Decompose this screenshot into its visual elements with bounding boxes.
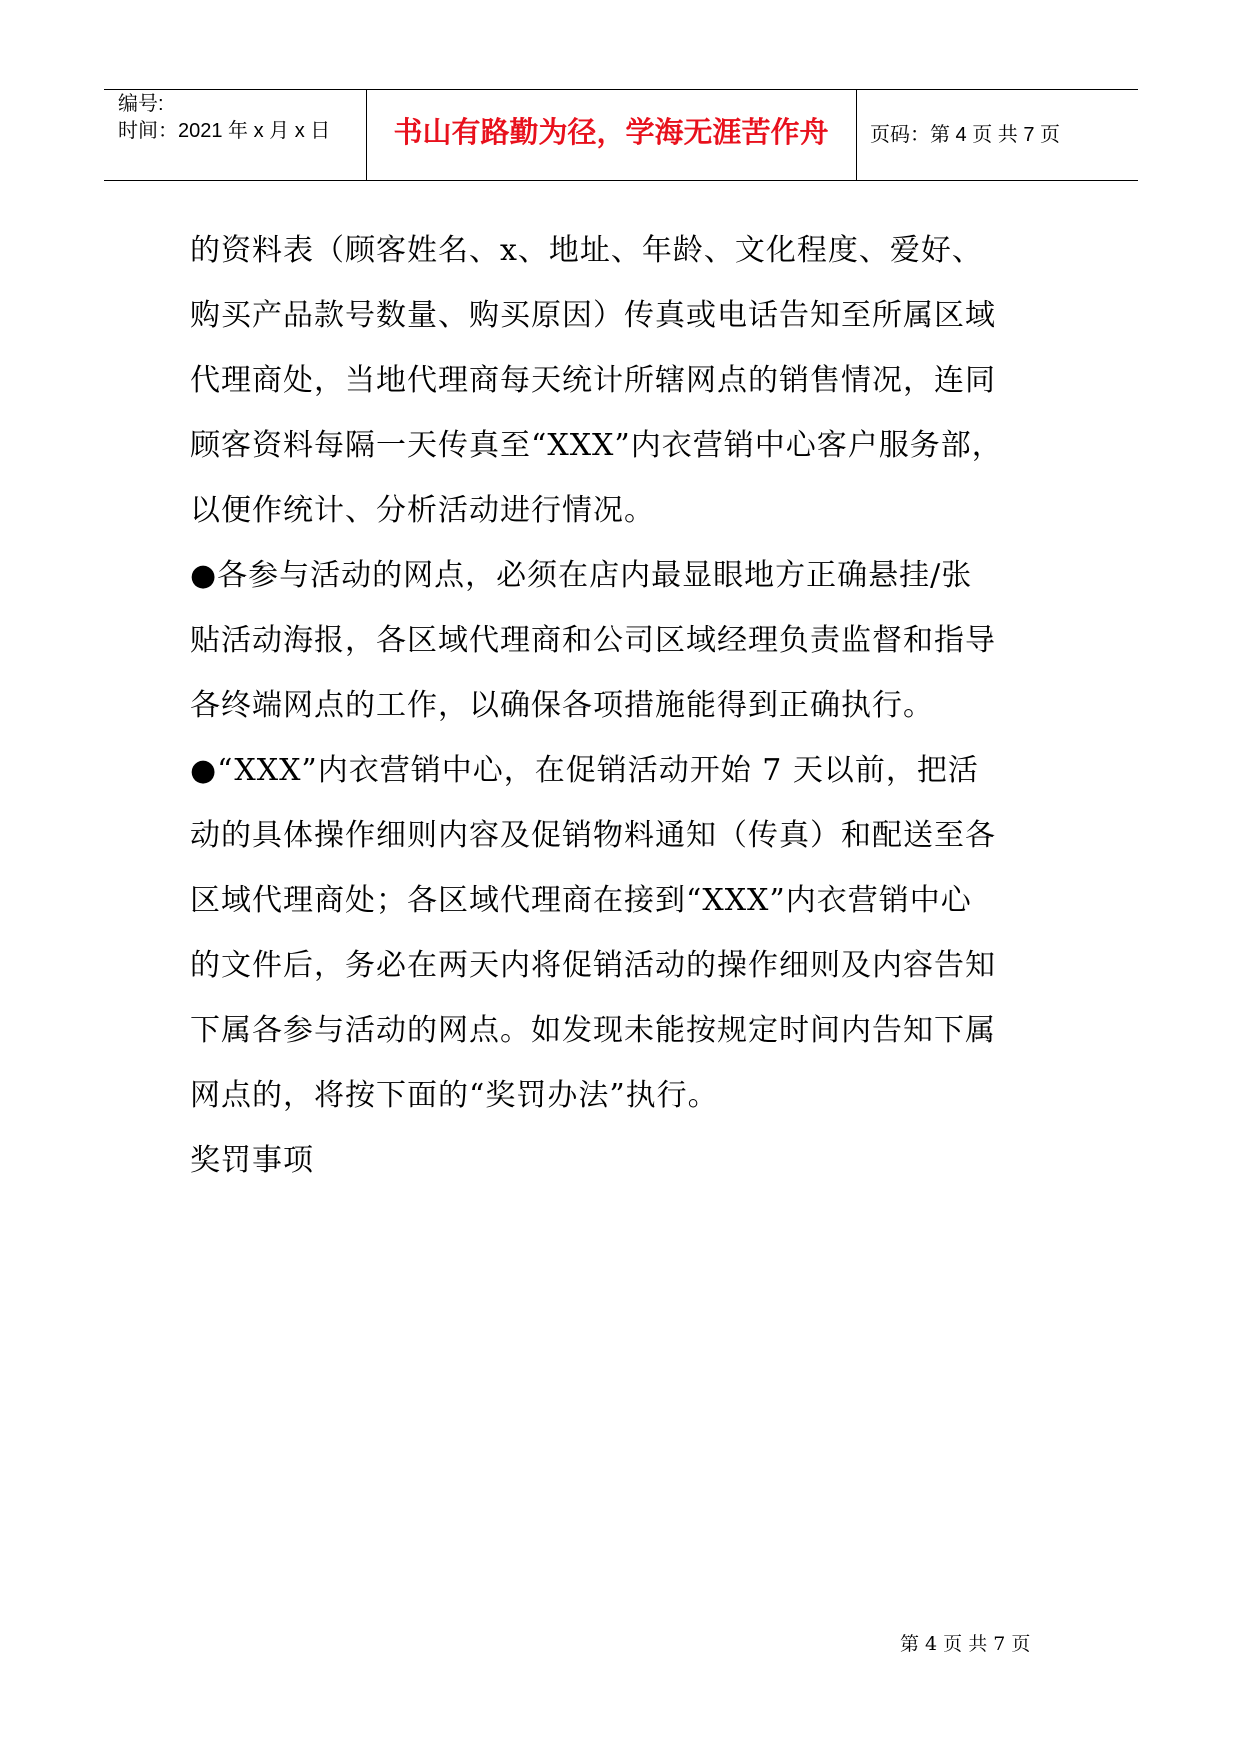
body-line: ●各参与活动的网点，必须在店内最显眼地方正确悬挂/张	[190, 558, 973, 593]
header-divider-right	[856, 90, 857, 180]
body-line: 以便作统计、分析活动进行情况。	[190, 493, 655, 528]
body-line: 区域代理商处；各区域代理商在接到“XXX”内衣营销中心	[190, 883, 972, 918]
body-line: 各终端网点的工作，以确保各项措施能得到正确执行。	[190, 688, 934, 723]
body-line: 代理商处，当地代理商每天统计所辖网点的销售情况，连同	[190, 363, 996, 398]
header-number-label: 编号:	[118, 93, 164, 115]
section-heading: 奖罚事项	[190, 1143, 314, 1178]
header-motto: 书山有路勤为径，学海无涯苦作舟	[393, 115, 829, 149]
header-date-label: 时间：2021 年 x 月 x 日	[118, 120, 331, 142]
body-line: 的资料表（顾客姓名、x、地址、年龄、文化程度、爱好、	[190, 233, 983, 268]
header-page-label: 页码：第 4 页 共 7 页	[870, 124, 1061, 146]
body-line: 购买产品款号数量、购买原因）传真或电话告知至所属区域	[190, 298, 996, 333]
body-line: 下属各参与活动的网点。如发现未能按规定时间内告知下属	[190, 1013, 996, 1048]
body-line: 网点的，将按下面的“奖罚办法”执行。	[190, 1078, 719, 1113]
body-line: ●“XXX”内衣营销中心，在促销活动开始 7 天以前，把活	[190, 753, 979, 788]
body-line: 顾客资料每隔一天传真至“XXX”内衣营销中心客户服务部，	[190, 428, 1003, 463]
body-line: 动的具体操作细则内容及促销物料通知（传真）和配送至各	[190, 818, 996, 853]
document-header	[104, 89, 1138, 181]
page-footer: 第 4 页 共 7 页	[900, 1633, 1031, 1655]
body-line: 贴活动海报，各区域代理商和公司区域经理负责监督和指导	[190, 623, 996, 658]
document-body	[190, 218, 1075, 1193]
body-line: 的文件后，务必在两天内将促销活动的操作细则及内容告知	[190, 948, 996, 983]
